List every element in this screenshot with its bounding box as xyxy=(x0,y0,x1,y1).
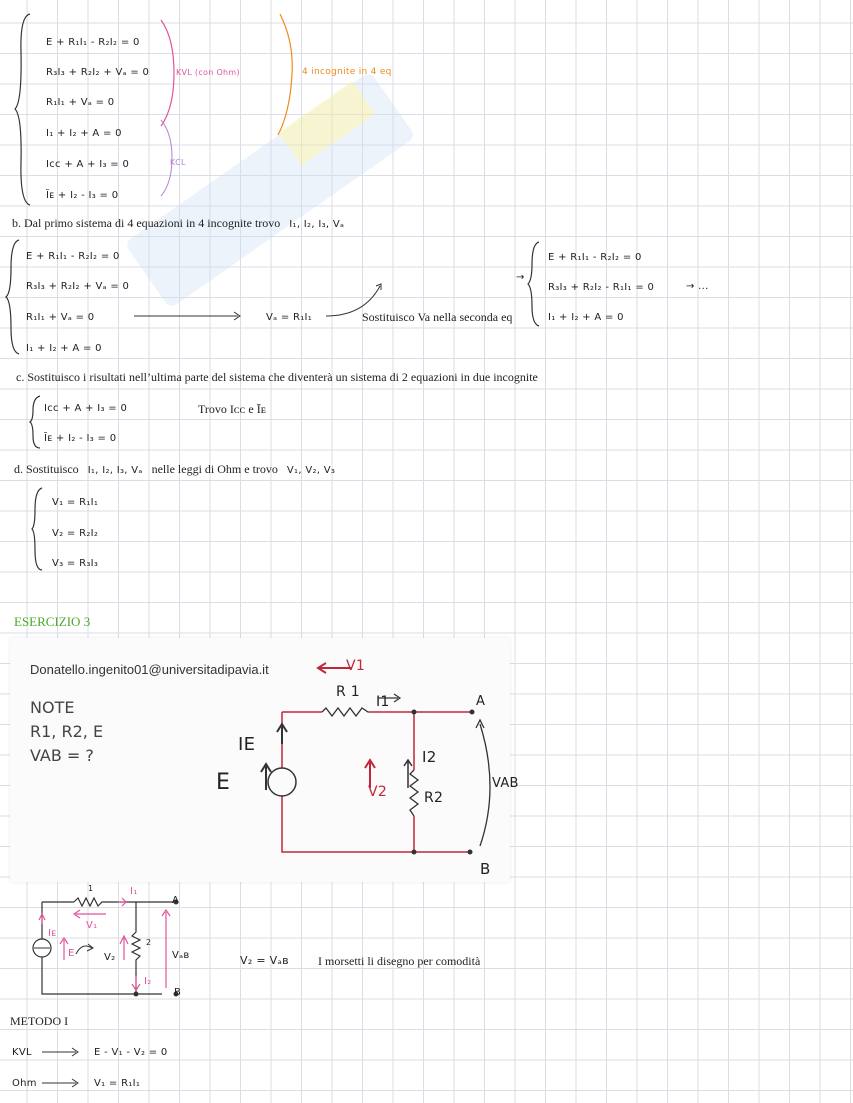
method-kvl-eq: E - V₁ - V₂ = 0 xyxy=(94,1047,168,1058)
circuit-photo xyxy=(10,638,519,882)
step-b-eq2: R₃I₃ + R₂I₂ + Vₐ = 0 xyxy=(26,281,130,292)
right-system-brace xyxy=(526,240,542,328)
step-d-eq1: V₁ = R₁I₁ xyxy=(52,497,99,508)
brace-step-c xyxy=(28,394,42,450)
photo-v2: V2 xyxy=(368,784,388,800)
method-ohm-label: Ohm xyxy=(12,1078,37,1089)
reduced-eq1: E + R₁I₁ - R₂I₂ = 0 xyxy=(548,252,642,263)
sketch-e: E xyxy=(68,948,75,959)
sys1-eq5: Iᴄᴄ + A + I₃ = 0 xyxy=(46,159,130,170)
terminals-note: I morsetti li disegno per comodità xyxy=(318,954,481,968)
step-b-vars: I₁, I₂, I₃, Vₐ xyxy=(289,219,345,230)
step-d-text: d. Sostituisco xyxy=(14,462,79,476)
photo-i2: I2 xyxy=(422,748,437,766)
unknowns-orange-brace xyxy=(276,12,298,137)
sys1-eq2: R₃I₃ + R₂I₂ + Vₐ = 0 xyxy=(46,67,150,78)
sketch-vab: Vₐʙ xyxy=(172,950,190,961)
step-b-eq3: R₁I₁ + Vₐ = 0 xyxy=(26,312,95,323)
photo-r2: R2 xyxy=(424,790,444,806)
va-expression: Vₐ = R₁I₁ xyxy=(266,312,313,323)
sketch-i1: I₁ xyxy=(130,886,138,897)
unknowns-label: 4 incognite in 4 eq xyxy=(302,67,392,77)
sketch-a: A xyxy=(172,895,180,906)
reduced-eq3: I₁ + I₂ + A = 0 xyxy=(548,312,624,323)
v2-equals-vab: V₂ = Vₐʙ xyxy=(240,954,289,967)
photo-note-2: R1, R2, E xyxy=(30,722,104,741)
reduced-eq2: R₃I₃ + R₂I₂ - R₁I₁ = 0 xyxy=(548,282,655,293)
exercise-title: ESERCIZIO 3 xyxy=(14,614,91,629)
photo-b: B xyxy=(480,860,491,878)
photo-email: Donatello.ingenito01@universitadipavia.it xyxy=(30,662,269,677)
step-d-vars2: V₁, V₂, V₃ xyxy=(286,465,336,476)
kvl-label: KVL (con Ohm) xyxy=(176,68,240,77)
method-kvl-arrow xyxy=(42,1046,82,1058)
sketch-i2: I₂ xyxy=(144,976,152,987)
watermark-logo xyxy=(60,30,480,350)
step-b-text: b. Dal primo sistema di 4 equazioni in 4 incognite trovo xyxy=(12,216,281,230)
sys1-eq4: I₁ + I₂ + A = 0 xyxy=(46,128,122,139)
step-d-eq3: V₃ = R₃I₃ xyxy=(52,558,99,569)
step-b-eq1: E + R₁I₁ - R₂I₂ = 0 xyxy=(26,251,120,262)
step-c-eq1: Iᴄᴄ + A + I₃ = 0 xyxy=(44,403,128,414)
step-c-eq2: Īᴇ + I₂ - I₃ = 0 xyxy=(44,433,117,444)
photo-vab: VAB xyxy=(492,776,519,791)
method-title: METODO I xyxy=(10,1014,69,1028)
sys1-eq6: Īᴇ + I₂ - I₃ = 0 xyxy=(46,190,119,201)
left-brace-system1 xyxy=(12,12,34,207)
brace-step-d xyxy=(30,486,44,572)
photo-ie: IE xyxy=(238,734,256,755)
circuit-sketch xyxy=(26,884,196,1000)
arrow-to-va xyxy=(134,310,244,322)
method-ohm-arrow xyxy=(42,1077,82,1089)
photo-note-3: VAB = ? xyxy=(30,746,94,765)
photo-i1: I1 xyxy=(376,694,390,710)
sketch-b: B xyxy=(174,987,182,998)
sketch-v1: V₁ xyxy=(86,920,98,931)
step-d-text2: nelle leggi di Ohm e trovo xyxy=(151,462,278,476)
photo-note-1: NOTE xyxy=(30,698,75,717)
method-kvl-label: KVL xyxy=(12,1047,32,1058)
kvl-pink-brace xyxy=(158,18,178,128)
sketch-label-2: 2 xyxy=(146,938,152,947)
sketch-ie: Iᴇ xyxy=(48,928,57,939)
continuation-dots: → ... xyxy=(686,281,709,292)
method-ohm-eq: V₁ = R₁I₁ xyxy=(94,1078,141,1089)
sketch-v2: V₂ xyxy=(104,952,116,963)
kcl-label: KCL xyxy=(170,158,186,167)
substitute-note: Sostituisco Va nella seconda eq xyxy=(362,310,513,324)
step-d-vars: I₁, I₂, I₃, Vₐ xyxy=(87,465,143,476)
arrow-into-system: → xyxy=(516,272,525,283)
step-c-text: c. Sostituisco i risultati nell’ultima parte del sistema che diventerà un sistema di 2 equazioni in due incognite xyxy=(16,370,538,384)
sketch-label-1: 1 xyxy=(88,884,94,893)
step-d-eq2: V₂ = R₂I₂ xyxy=(52,528,99,539)
sys1-eq3: R₁I₁ + Vₐ = 0 xyxy=(46,97,115,108)
left-brace-step-b xyxy=(4,238,22,356)
step-b-eq4: I₁ + I₂ + A = 0 xyxy=(26,343,102,354)
photo-v1: V1 xyxy=(346,658,366,674)
photo-r1: R 1 xyxy=(336,684,360,700)
photo-e: E xyxy=(216,770,231,795)
sys1-eq1: E + R₁I₁ - R₂I₂ = 0 xyxy=(46,37,140,48)
photo-a: A xyxy=(476,694,486,709)
step-c-find: Trovo Iᴄᴄ e Īᴇ xyxy=(198,402,267,416)
